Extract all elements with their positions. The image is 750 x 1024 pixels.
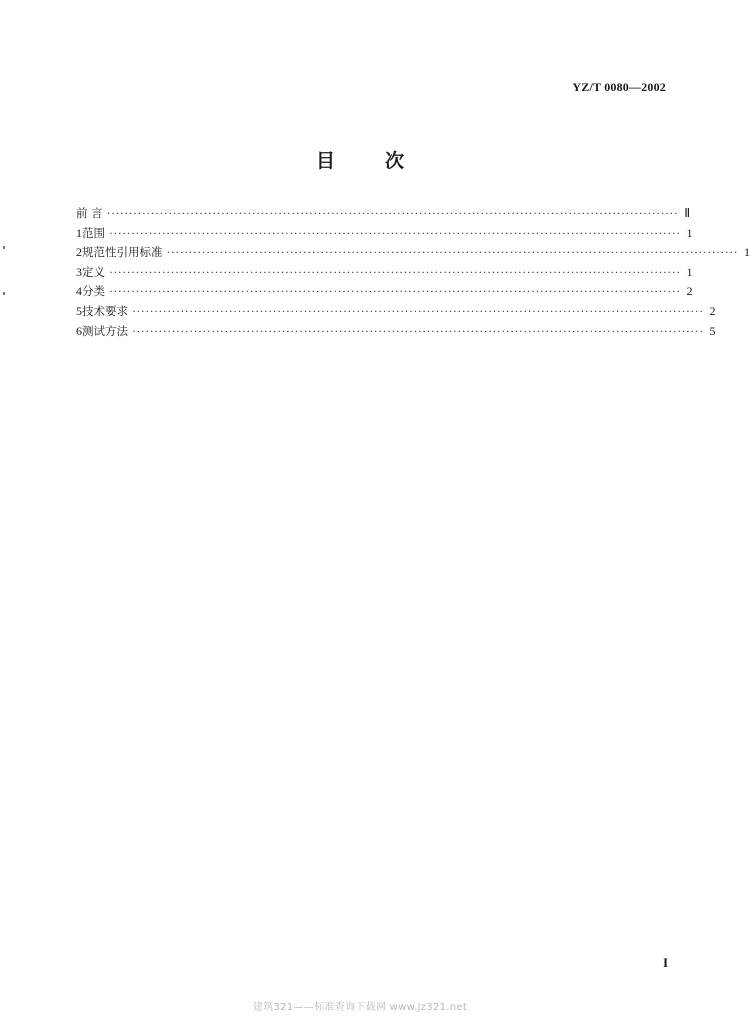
toc-entry-definitions[interactable] bbox=[76, 263, 693, 283]
toc-entry-classification[interactable] bbox=[76, 282, 693, 302]
watermark-text: 建筑321——标准查询下载网 www.jz321.net bbox=[252, 1002, 468, 1013]
toc-entry-foreword[interactable] bbox=[76, 204, 691, 224]
toc-entry-page: 2 bbox=[709, 303, 716, 318]
page-title-char-2: 次 bbox=[385, 150, 405, 172]
toc-leader-dots: ·································································································································· bbox=[166, 245, 738, 260]
toc-leader-dots: ·································································································································· bbox=[109, 284, 681, 299]
toc-entry-number: 3 bbox=[76, 264, 82, 279]
toc-entry-page: 1 bbox=[744, 245, 750, 260]
toc-leader-dots: ·································································································································· bbox=[109, 264, 681, 279]
toc-entry-scope[interactable] bbox=[76, 224, 693, 244]
toc-entry-label: 技术要求 bbox=[82, 303, 128, 318]
toc-entry-test-methods[interactable] bbox=[76, 322, 716, 342]
toc-entry-label: 分类 bbox=[82, 284, 105, 299]
page-title-char-1: 目 bbox=[315, 150, 335, 172]
toc-entry-number: 4 bbox=[76, 284, 82, 299]
toc-entry-normative-references[interactable] bbox=[76, 243, 750, 263]
toc-entry-number: 6 bbox=[76, 323, 82, 338]
toc-entry-page: 1 bbox=[686, 264, 693, 279]
toc-entry-page: 2 bbox=[686, 284, 693, 299]
toc-entry-label: 测试方法 bbox=[82, 323, 128, 338]
toc-leader-dots: ·································································································································· bbox=[106, 206, 679, 220]
page-number: I bbox=[662, 955, 668, 970]
toc-entry-number: 1 bbox=[76, 225, 82, 240]
toc-entry-technical-requirements[interactable] bbox=[76, 302, 716, 322]
toc-entry-number: 5 bbox=[76, 303, 82, 318]
page-title bbox=[0, 146, 720, 173]
toc-entry-page: 5 bbox=[709, 323, 716, 338]
toc-leader-dots: ·································································································································· bbox=[132, 303, 704, 318]
table-of-contents bbox=[76, 204, 750, 341]
toc-leader-dots: ·································································································································· bbox=[109, 225, 681, 240]
toc-entry-label: 定义 bbox=[82, 264, 105, 279]
toc-entry-label: 规范性引用标准 bbox=[82, 245, 163, 260]
toc-entry-number: 2 bbox=[76, 245, 82, 260]
toc-entry-label: 前 言 bbox=[76, 206, 103, 220]
toc-entry-page: Ⅱ bbox=[684, 206, 691, 220]
scan-edge-mark bbox=[3, 292, 5, 295]
scan-edge-mark bbox=[3, 246, 5, 249]
standard-number: YZ/T 0080—2002 bbox=[572, 80, 666, 94]
toc-leader-dots: ·································································································································· bbox=[132, 323, 704, 338]
toc-entry-page: 1 bbox=[686, 225, 693, 240]
toc-entry-label: 范围 bbox=[82, 225, 105, 240]
